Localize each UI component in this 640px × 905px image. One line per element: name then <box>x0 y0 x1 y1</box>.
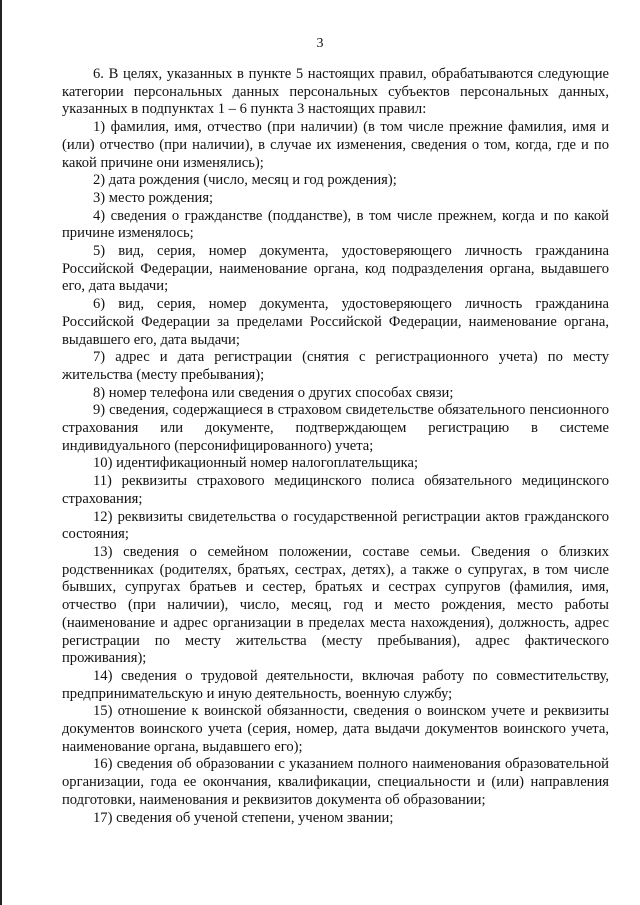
list-item-8: 8) номер телефона или сведения о других способах связи; <box>93 384 454 401</box>
list-item-16: 16) сведения об образовании с указанием полного наименования образовательной организации, года ее окончания, квалификации, специальности и (или) направления подготовки, наименования и реквизитов документа об образовании; <box>62 756 609 808</box>
list-item-13: 13) сведения о семейном положении, составе семьи. Сведения о близких родственниках (родителях, братьях, сестрах, детях), а также о супругах, в том числе бывших, супругах братьев и сестер, братьях и сестрах супругов (фамилия, имя, отчество (при наличии), число, месяц, год и место рождения, место работы (наименование и адрес организации в пределах места нахождения), должность, адрес регистрации по месту жительства (месту пребывания), адрес фактического проживания); <box>62 543 609 667</box>
list-item-5: 5) вид, серия, номер документа, удостоверяющего личность гражданина Российской Федерации, наименование органа, код подразделения органа, выдавшего его, дата выдачи; <box>62 243 609 295</box>
list-item-7: 7) адрес и дата регистрации (снятия с регистрационного учета) по месту жительства (месту пребывания); <box>62 349 609 383</box>
list-item-14: 14) сведения о трудовой деятельности, включая работу по совместительству, предпринимательскую и иную деятельность, военную службу; <box>62 667 609 702</box>
list-item-15: 15) отношение к воинской обязанности, сведения о воинском учете и реквизиты документов воинского учета (серия, номер, дата выдачи документов воинского учета, наименование органа, выдавшего его); <box>62 703 609 755</box>
list-item-10: 10) идентификационный номер налогоплательщика; <box>93 455 419 472</box>
scan-edge <box>0 0 2 905</box>
page-number: 3 <box>316 36 324 51</box>
list-item-9: 9) сведения, содержащиеся в страховом свидетельстве обязательного пенсионного страхования или документе, подтверждающем регистрацию в системе индивидуального (персонифицированного) учета; <box>62 402 609 454</box>
list-item-12: 12) реквизиты свидетельства о государственной регистрации актов гражданского состояния; <box>62 508 609 543</box>
list-item-6: 6) вид, серия, номер документа, удостоверяющего личность гражданина Российской Федерации за пределами Российской Федерации, наименование органа, выдавшего его, дата выдачи; <box>62 296 609 348</box>
list-item-4: 4) сведения о гражданстве (подданстве), в том числе прежнем, когда и по какой причине изменялось; <box>62 207 609 242</box>
document-body <box>62 66 609 827</box>
list-item-1: 1) фамилия, имя, отчество (при наличии) (в том числе прежние фамилия, имя и (или) отчество (при наличии), в случае их изменения, сведения о том, когда, где и по какой причине они изменялись); <box>62 119 609 171</box>
list-item-11: 11) реквизиты страхового медицинского полиса обязательного медицинского страхования; <box>62 473 609 507</box>
list-item-2: 2) дата рождения (число, месяц и год рождения); <box>93 172 397 189</box>
list-item-17: 17) сведения об ученой степени, ученом звании; <box>93 809 394 826</box>
list-item-3: 3) место рождения; <box>93 189 214 206</box>
paragraph-intro: 6. В целях, указанных в пункте 5 настоящих правил, обрабатываются следующие категории персональных данных персональных субъектов персональных данных, указанных в подпунктах 1 – 6 пункта 3 настоящих правил: <box>62 66 609 118</box>
